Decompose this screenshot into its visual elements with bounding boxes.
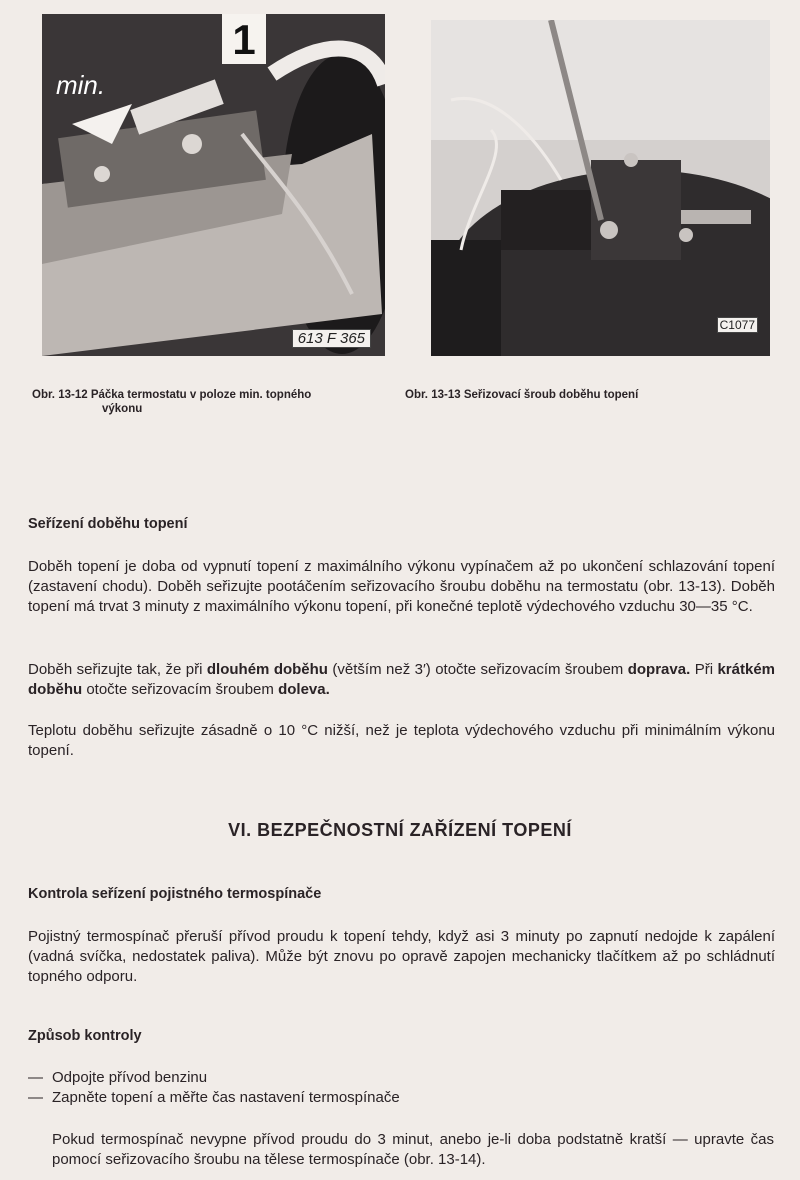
caption-text: Seřizovací šroub doběhu topení (463, 389, 639, 401)
list-item (28, 1068, 207, 1088)
figure-13-13-caption (405, 388, 775, 402)
caption-ref: Obr. 13-13 (405, 389, 461, 401)
caption-text: Páčka termostatu v poloze min. topného (90, 389, 312, 401)
chapter-title: VI. BEZPEČNOSTNÍ ZAŘÍZENÍ TOPENÍ (228, 820, 572, 840)
paragraph-thermoswitch: Pojistný termospínač přeruší přívod proudu k topení tehdy, když asi 3 minuty po zapnutí nedojde k zapálení (vadná svíčka, nedostatek paliva). Může být znovu po opravě zapojen mechanicky tlačítkem až po schládnutí topného odporu. (28, 928, 775, 985)
list-item-text: Zapněte topení a měřte čas nastavení termospínače (52, 1089, 400, 1106)
section-heading-check-method: Způsob kontroly (28, 1028, 142, 1044)
text-run: otočte seřizovacím šroubem (82, 681, 279, 698)
section-heading-run-on: Seřízení doběhu topení (28, 516, 188, 532)
list-item (28, 1088, 400, 1108)
paragraph-run-on-direction (28, 660, 775, 700)
caption-ref: Obr. 13-12 (32, 389, 88, 401)
paragraph-check-note: Pokud termospínač nevypne přívod proudu do 3 minut, anebo je-li doba podstatně kratší — upravte čas pomocí seřizovacího šroubu na tělese termospínače (obr. 13-14). (52, 1131, 774, 1168)
text-run: Při (690, 661, 718, 678)
caption-text-cont: výkonu (102, 403, 143, 415)
list-dash: — (28, 1089, 43, 1106)
figure-number-mark: 1 (222, 14, 266, 64)
paragraph-run-on-definition: Doběh topení je doba od vypnutí topení z maximálního výkonu vypínačem až po ukončení schlazování topení (zastavení chodu). Doběh seřizujte pootáčením seřizovacího šroubu doběhu na termostatu (obr. 13-13). Doběh topení má trvat 3 minuty z maximálního výkonu topení, při konečné teplotě výdechového vzduchu 30—35 °C. (28, 558, 775, 615)
thermostat-lever-illustration (42, 14, 385, 356)
bold-text: doprava. (627, 661, 691, 678)
figure-13-12-photo (42, 14, 385, 356)
figure-13-13-photo (431, 20, 770, 356)
bold-text: krátkém doběhu (28, 661, 776, 698)
bold-text: dlouhém doběhu (206, 661, 328, 678)
text-run: Doběh seřizujte tak, že při (28, 661, 207, 678)
adjusting-screw-illustration (431, 20, 770, 356)
paragraph-run-on-temperature: Teplotu doběhu seřizujte zásadně o 10 °C nižší, než je teplota výdechového vzduchu při minimálním výkonu topení. (28, 722, 775, 759)
figure-code: 613 F 365 (292, 329, 371, 348)
bold-text: doleva. (278, 681, 330, 698)
figure-13-12-caption (32, 388, 377, 416)
section-heading-thermoswitch: Kontrola seřízení pojistného termospínače (28, 886, 322, 902)
min-label: min. (56, 70, 106, 100)
list-dash: — (28, 1069, 43, 1086)
figure-code: C1077 (717, 317, 758, 333)
text-run: (větším než 3′) otočte seřizovacím šroubem (327, 661, 628, 678)
list-item-text: Odpojte přívod benzinu (52, 1069, 208, 1086)
